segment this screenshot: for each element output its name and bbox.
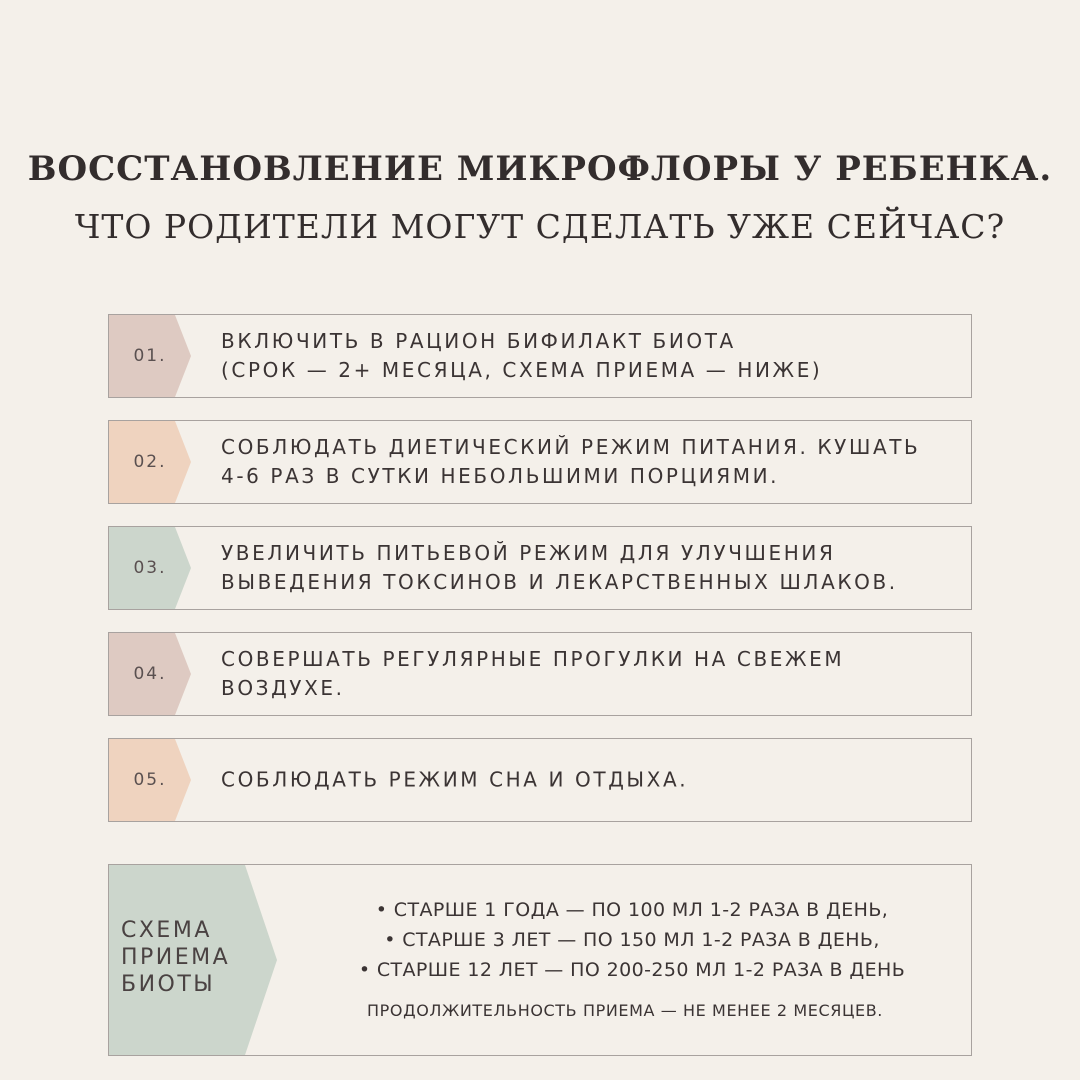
scheme-label-line-1: СХЕМА xyxy=(121,918,212,943)
step-number-4: 04. xyxy=(133,664,167,684)
step-text-4: СОВЕРШАТЬ РЕГУЛЯРНЫЕ ПРОГУЛКИ НА СВЕЖЕМ ВОЗДУХЕ. xyxy=(221,647,845,700)
scheme-label-line-3: БИОТЫ xyxy=(121,972,216,997)
step-text-5: СОБЛЮДАТЬ РЕЖИМ СНА И ОТДЫХА. xyxy=(221,767,689,792)
dosage-item-2: • СТАРШЕ 3 ЛЕТ — ПО 150 МЛ 1-2 РАЗА В ДЕНЬ, xyxy=(384,929,880,951)
step-item-3 xyxy=(108,526,972,610)
step-number-3: 03. xyxy=(133,558,167,578)
step-text-2: СОБЛЮДАТЬ ДИЕТИЧЕСКИЙ РЕЖИМ ПИТАНИЯ. КУШАТЬ 4-6 РАЗ В СУТКИ НЕБОЛЬШИМИ ПОРЦИЯМИ. xyxy=(221,435,921,488)
dosage-item-1: • СТАРШЕ 1 ГОДА — ПО 100 МЛ 1-2 РАЗА В ДЕНЬ, xyxy=(375,899,889,921)
step-number-1: 01. xyxy=(133,346,167,366)
step-item-5 xyxy=(108,738,972,822)
steps-list xyxy=(108,314,972,844)
dosage-scheme xyxy=(108,864,972,1056)
step-number-5: 05. xyxy=(133,770,167,790)
step-item-4 xyxy=(108,632,972,716)
step-text-1: ВКЛЮЧИТЬ В РАЦИОН БИФИЛАКТ БИОТА (СРОК — 2+ МЕСЯЦА, СХЕМА ПРИЕМА — НИЖЕ) xyxy=(221,329,823,382)
duration-note: ПРОДОЛЖИТЕЛЬНОСТЬ ПРИЕМА — НЕ МЕНЕЕ 2 МЕСЯЦЕВ. xyxy=(367,1001,883,1020)
step-item-2 xyxy=(108,420,972,504)
scheme-label-line-2: ПРИЕМА xyxy=(121,945,231,970)
step-number-2: 02. xyxy=(133,452,167,472)
step-text-3: УВЕЛИЧИТЬ ПИТЬЕВОЙ РЕЖИМ ДЛЯ УЛУЧШЕНИЯ ВЫВЕДЕНИЯ ТОКСИНОВ И ЛЕКАРСТВЕННЫХ ШЛАКОВ. xyxy=(221,541,898,594)
dosage-list xyxy=(307,895,957,985)
title-line-2: ЧТО РОДИТЕЛИ МОГУТ СДЕЛАТЬ УЖЕ СЕЙЧАС? xyxy=(74,207,1006,246)
dosage-item-3: • СТАРШЕ 12 ЛЕТ — ПО 200-250 МЛ 1-2 РАЗА В ДЕНЬ xyxy=(358,959,906,981)
step-item-1 xyxy=(108,314,972,398)
scheme-label xyxy=(121,917,271,998)
page-title xyxy=(0,146,1080,250)
title-line-1: ВОССТАНОВЛЕНИЕ МИКРОФЛОРЫ У РЕБЕНКА. xyxy=(27,149,1053,189)
